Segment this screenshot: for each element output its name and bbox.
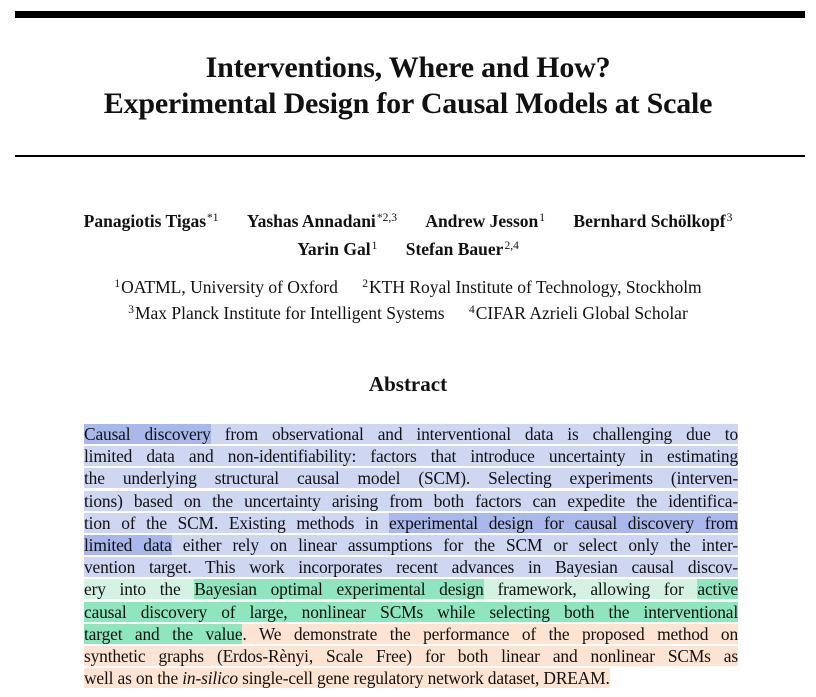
abstract-line: ery into the Bayesian optimal experimental design framework, allowing for active — [84, 579, 738, 600]
paper-title — [0, 50, 816, 122]
abstract-line: limited data and non-identifiability: factors that introduce uncertainty in estimating — [84, 446, 738, 467]
author: Stefan Bauer$^{2,4}$ — [405, 239, 519, 259]
affiliation-list — [0, 273, 816, 325]
abstract-line: the underlying structural causal model (SCM). Selecting experiments (interven- — [84, 468, 738, 489]
author: Yarin Gal$^1$ — [297, 239, 378, 259]
affiliation: $^4$CIFAR Azrieli Global Scholar — [468, 303, 688, 323]
title-rule — [15, 155, 805, 157]
highlight-blue-strong: Causal discovery — [84, 424, 211, 444]
highlight-blue-strong: limited data — [84, 534, 172, 555]
abstract-line: vention target. This work incorporates recent advances in Bayesian causal discov- — [84, 557, 738, 578]
author: Panagiotis Tigas$^{*1}$ — [83, 211, 219, 231]
abstract-line: synthetic graphs (Erdos-Rènyi, Scale Free) for both linear and nonlinear SCMs as — [84, 645, 738, 666]
author: Yashas Annadani$^{*2,3}$ — [246, 211, 397, 231]
abstract-line — [84, 601, 738, 623]
top-rule — [15, 11, 805, 18]
highlight-green-strong: target and the value — [84, 623, 243, 644]
title-line-1: Interventions, Where and How? — [205, 51, 611, 84]
affiliation: $^2$KTH Royal Institute of Technology, Stockholm — [362, 277, 702, 297]
title-line-2: Experimental Design for Causal Models at Scale — [103, 87, 713, 120]
highlight-green-strong: causal discovery of large, nonlinear SCMs while selecting both the interventional — [84, 601, 738, 622]
affiliation: $^3$Max Planck Institute for Intelligent Systems — [128, 303, 445, 323]
author: Andrew Jesson$^1$ — [425, 211, 546, 231]
abstract-body — [84, 423, 738, 689]
abstract-line: Causal discovery from observational and interventional data is challenging due to — [84, 424, 738, 444]
abstract-line: tion of the SCM. Existing methods in experimental design for causal discovery from — [84, 512, 739, 533]
abstract-line: target and the value. We demonstrate the performance of the proposed method on — [84, 623, 738, 644]
highlight-blue-strong: experimental design for causal discovery from — [388, 512, 739, 533]
abstract-line: limited data either rely on linear assumptions for the SCM or select only the inter- — [84, 534, 739, 555]
abstract-line: well as on the in-silico single-cell gene regulatory network dataset, DREAM. — [84, 668, 610, 689]
highlight-green-strong: Bayesian optimal experimental design — [194, 579, 484, 600]
affiliation: $^1$OATML, University of Oxford — [114, 277, 338, 297]
author: Bernhard Schölkopf$^3$ — [573, 211, 733, 231]
highlight-green-strong: active — [697, 579, 738, 600]
author-list — [0, 206, 816, 262]
abstract-heading: Abstract — [368, 372, 448, 396]
abstract-line: tions) based on the uncertainty arising from both factors can expedite the identifica- — [84, 490, 738, 511]
